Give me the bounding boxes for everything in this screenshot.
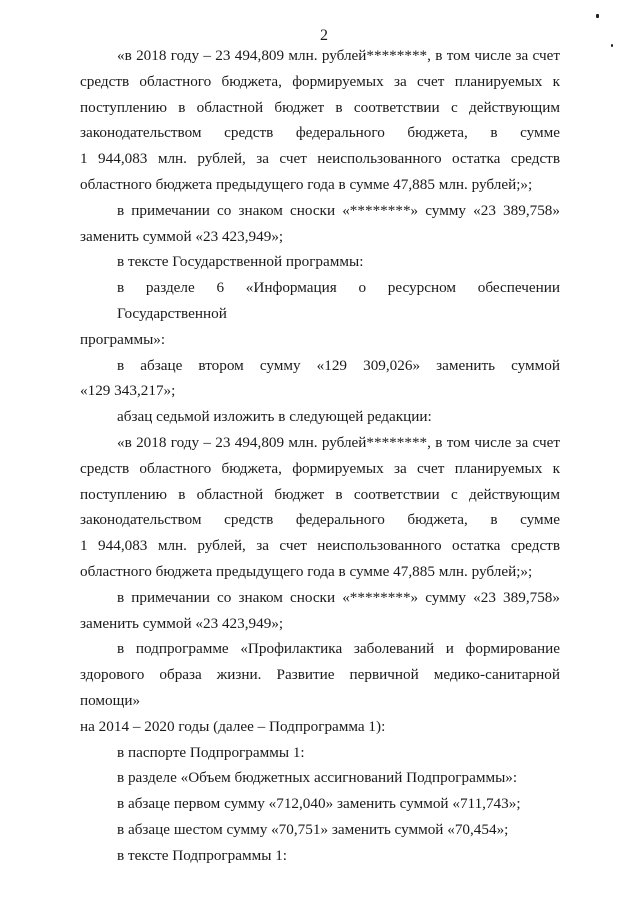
- text-line: 1 944,083 млн. рублей, за счет неиспользованного остатка средств: [80, 150, 560, 168]
- text-line: программы»:: [80, 330, 166, 348]
- text-line: законодательством средств федерального бюджета, в сумме: [80, 511, 560, 529]
- paragraph: [80, 636, 560, 739]
- text-line: в примечании со знаком сноски «********» сумму «23 389,758»: [117, 201, 560, 219]
- text-line: абзац седьмой изложить в следующей редакции:: [117, 408, 432, 426]
- text-line: в паспорте Подпрограммы 1:: [117, 743, 305, 761]
- text-line: в подпрограмме «Профилактика заболеваний и формирование: [117, 640, 560, 658]
- text-line: в тексте Государственной программы:: [117, 253, 364, 271]
- text-line: здорового образа жизни. Развитие первичной медико-санитарной помощи»: [80, 666, 560, 709]
- text-line: областного бюджета предыдущего года в сумме 47,885 млн. рублей;»;: [80, 175, 533, 193]
- scan-speck: [596, 14, 599, 18]
- text-line: «в 2018 году – 23 494,809 млн. рублей********, в том числе за счет: [117, 47, 560, 64]
- text-line: в примечании со знаком сноски «********» сумму «23 389,758»: [117, 588, 560, 606]
- text-line: на 2014 – 2020 годы (далее – Подпрограмма 1):: [80, 717, 386, 735]
- text-line: «в 2018 году – 23 494,809 млн. рублей********, в том числе за счет: [117, 433, 560, 451]
- paragraph: [80, 430, 560, 585]
- paragraph: [80, 275, 560, 352]
- text-line: поступлению в областной бюджет в соответствии с действующим: [80, 485, 560, 503]
- paragraph: [80, 585, 560, 637]
- text-line: средств областного бюджета, формируемых за счет планируемых к: [80, 459, 560, 477]
- text-line: заменить суммой «23 423,949»;: [80, 614, 284, 632]
- text-line: «129 343,217»;: [80, 382, 176, 400]
- paragraph: [80, 791, 560, 817]
- paragraph: [80, 843, 560, 869]
- text-line: в абзаце втором сумму «129 309,026» заменить суммой: [117, 356, 560, 374]
- paragraph: [80, 765, 560, 791]
- text-line: в разделе 6 «Информация о ресурсном обеспечении Государственной: [117, 279, 560, 322]
- text-line: 1 944,083 млн. рублей, за счет неиспользованного остатка средств: [80, 537, 560, 555]
- text-line: в абзаце шестом сумму «70,751» заменить суммой «70,454»;: [117, 820, 509, 838]
- text-line: средств областного бюджета, формируемых за счет планируемых к: [80, 72, 560, 90]
- text-line: заменить суммой «23 423,949»;: [80, 227, 284, 245]
- text-line: поступлению в областной бюджет в соответствии с действующим: [80, 98, 560, 116]
- paragraph: [80, 43, 560, 198]
- paragraph: [80, 740, 560, 766]
- document-body: [80, 43, 560, 869]
- paragraph: [80, 404, 560, 430]
- paragraph: [80, 353, 560, 405]
- paragraph: [80, 817, 560, 843]
- text-line: в тексте Подпрограммы 1:: [117, 846, 288, 864]
- page-number: 2: [320, 27, 328, 44]
- text-line: в абзаце первом сумму «712,040» заменить суммой «711,743»;: [117, 795, 521, 813]
- text-line: законодательством средств федерального бюджета, в сумме: [80, 124, 560, 142]
- text-line: в разделе «Объем бюджетных ассигнований Подпрограммы»:: [117, 769, 518, 787]
- text-line: областного бюджета предыдущего года в сумме 47,885 млн. рублей;»;: [80, 562, 533, 580]
- paragraph: [80, 198, 560, 250]
- paragraph: [80, 249, 560, 275]
- scan-speck: [611, 44, 613, 47]
